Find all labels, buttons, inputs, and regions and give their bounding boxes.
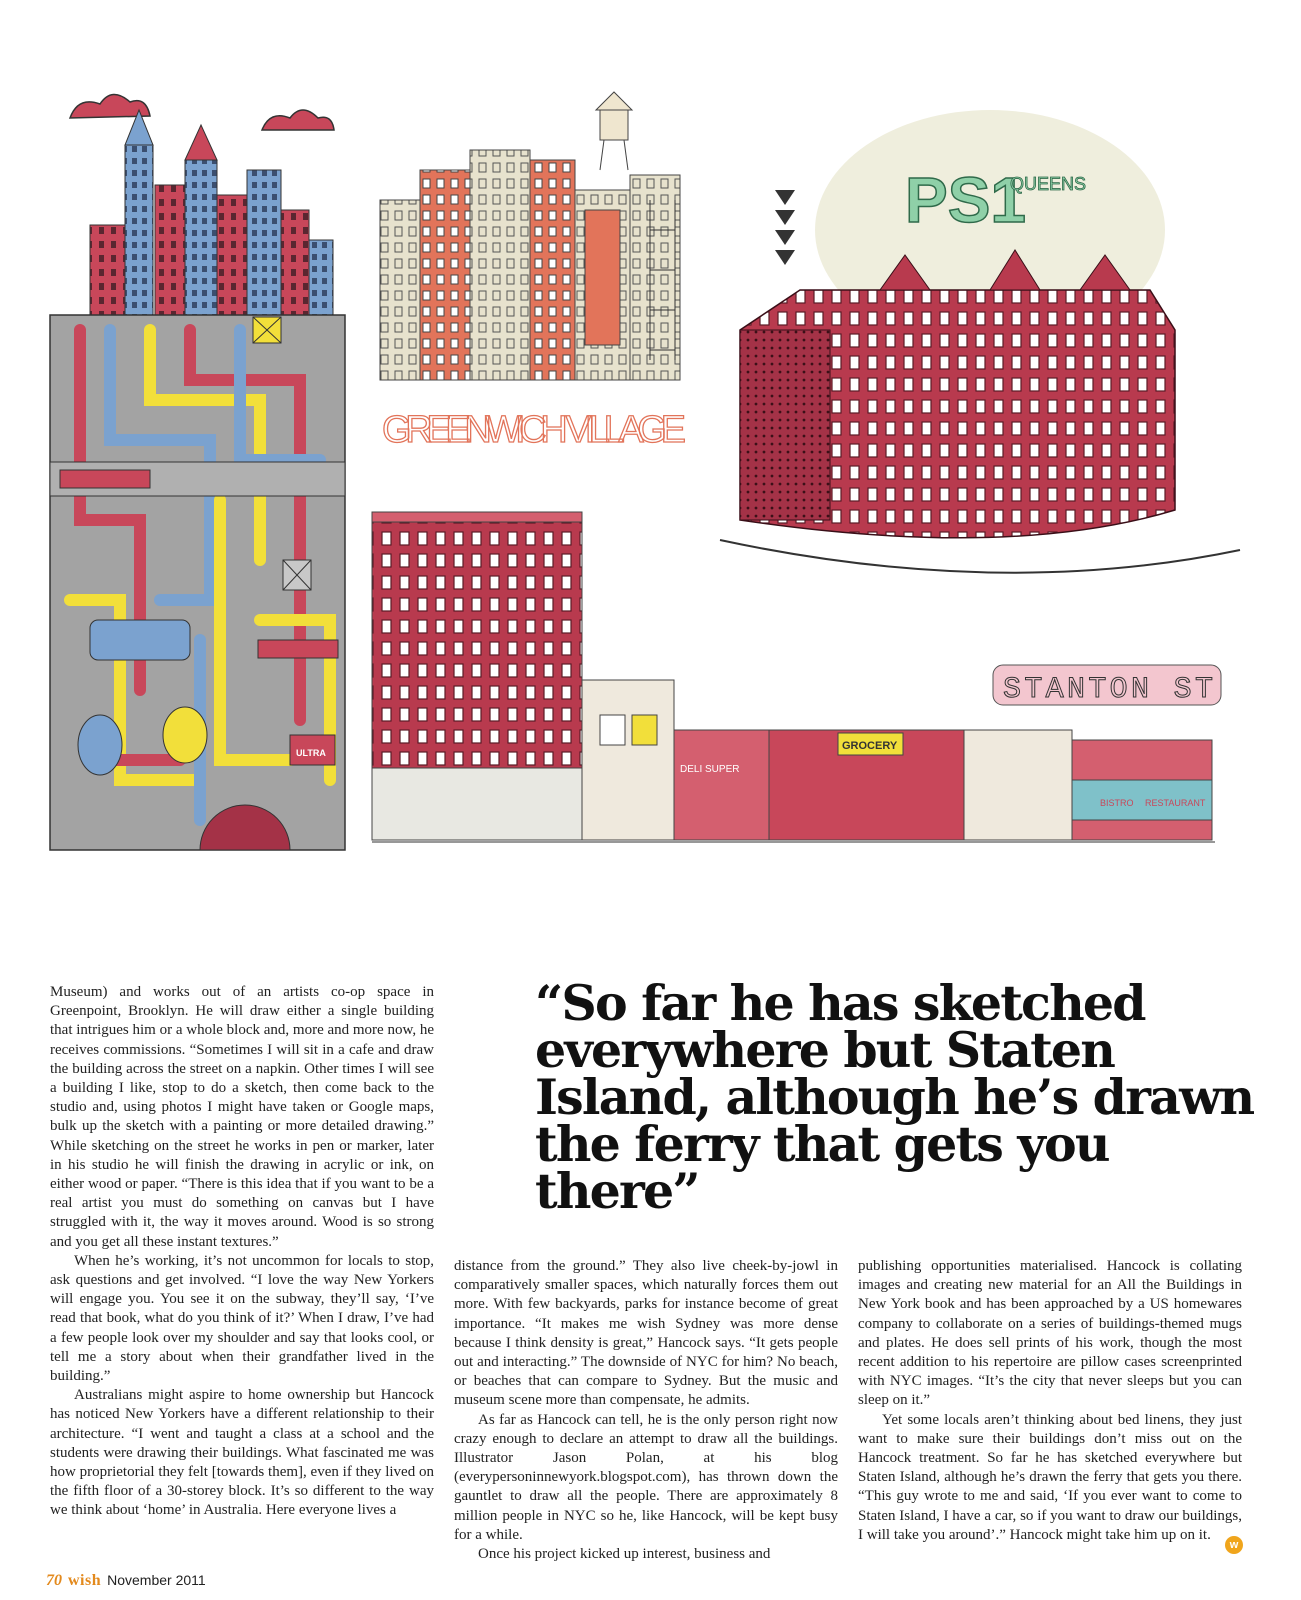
ps1-queens-drawing [720, 110, 1240, 573]
page-number: 70 [46, 1572, 62, 1589]
issue-date: November 2011 [107, 1572, 206, 1588]
paragraph: Yet some locals aren’t thinking about bed linens, they just want to make sure their buildings don’t miss out on the Hancock treatment. So far he has sketched everywhere but Staten Island, although he’s drawn the ferry that gets you there. “This guy wrote to me and said, ‘If you ever want to come to Staten Island, I have a car, so if you want to draw our buildings, I will take you around’.” Hancock might take him up on it. [858, 1411, 1242, 1543]
paragraph: Australians might aspire to home ownership but Hancock has noticed New Yorkers have a different relationship to their architecture. “I went and taught a class at a school and the students were drawing their buildings. What fascinated me was how proprietorial they felt [towards them], even if they lived on the fifth floor of a 30-storey block. It’s so different to the way we think about ‘home’ in Australia. Here everyone lives a [50, 1387, 434, 1519]
greenwich-village-drawing [380, 92, 687, 451]
paragraph: As far as Hancock can tell, he is the only person right now crazy enough to declare an attempt to draw all the buildings. Illustrator Jason Polan, at his blog (everypersoninnewyork.blogspot.com), has thrown down the gauntlet to draw all the people. There are approximately 8 million people in NYC so he, like Hancock, will be kept busy for a while. [454, 1411, 838, 1543]
paragraph: When he’s working, it’s not uncommon for locals to stop, ask questions and get involved. “I love the way New Yorkers will engage you. You see it on the subway, they’ll say, ‘I’ve read that book, what do you think of it?’ When I draw, I’ve had a few people look over my shoulder and say that looks cool, or tell me a story about when their grandfather lived in the building.” [50, 1252, 434, 1385]
ps1-label: PS1 [905, 164, 1026, 236]
underground-panel [50, 94, 345, 850]
paragraph: Museum) and works out of an artists co-op space in Greenpoint, Brooklyn. He will draw either a single building that intrigues him or a whole block and, more and more now, he receives commissions. “Sometimes I will sit in a cafe and draw the building across the street on a napkin. Other times I will see a building I like, stop to do a sketch, then come back to the studio and, using photos I might have taken or Google maps, bulk up the sketch with a painting or more detailed drawing.” While sketching on the street he works in pen or marker, later in his studio he will finish the drawing in acrylic or ink, on either wood or paper. “There is this idea that if you want to be a real artist you must do something on canvas but I have struggled with it, the way it moves around. Wood is so strong and you get all these instant textures.” [50, 984, 434, 1250]
magazine-name: wish [68, 1572, 102, 1589]
article-column-3 [858, 1257, 1242, 1545]
article-column-2 [454, 1257, 838, 1564]
page-footer [46, 1572, 206, 1590]
article-column-1 [50, 983, 434, 1521]
greenwich-village-label: GREENWICH VILLAGE [382, 409, 687, 451]
cloud-icon [70, 94, 334, 130]
pull-quote: “So far he has sketched everywhere but Staten Island, although he’s drawn the ferry that gets you there” [535, 974, 1254, 1220]
bistro-sign: BISTRO [1100, 798, 1134, 808]
paragraph: distance from the ground.” They also live cheek-by-jowl in comparatively smaller spaces, which naturally forces them out more. With few backyards, parks for instance become of great importance. “It makes me wish Sydney was more dense because I think density is great,” Hancock says. “It gets people out and interacting.” The downside of NYC for him? No beach, or beaches that can compare to Sydney. But the music and museum scene more than compensate, he admits. [454, 1258, 838, 1409]
end-of-article-icon: w [1225, 1536, 1243, 1554]
paragraph: publishing opportunities materialised. Hancock is collating images and creating new material for an All the Buildings in New York book and has been approached by a US homewares company to collaborate on a series of buildings-themed mugs and plates. He does sell prints of his work, though the most recent addition to his repertoire are pillow cases screenprinted with NYC images. “It’s the city that never sleeps but you can sleep on it.” [858, 1258, 1242, 1409]
queens-label: QUEENS [1010, 174, 1087, 194]
stanton-st-label: STANTON ST [1003, 673, 1213, 707]
ultra-sign: ULTRA [296, 748, 326, 758]
stanton-street-drawing [372, 512, 1221, 842]
deli-sign: DELI SUPER [680, 764, 740, 775]
paragraph: Once his project kicked up interest, business and [478, 1546, 771, 1563]
grocery-sign: GROCERY [842, 740, 898, 752]
restaurant-sign: RESTAURANT [1145, 798, 1206, 808]
